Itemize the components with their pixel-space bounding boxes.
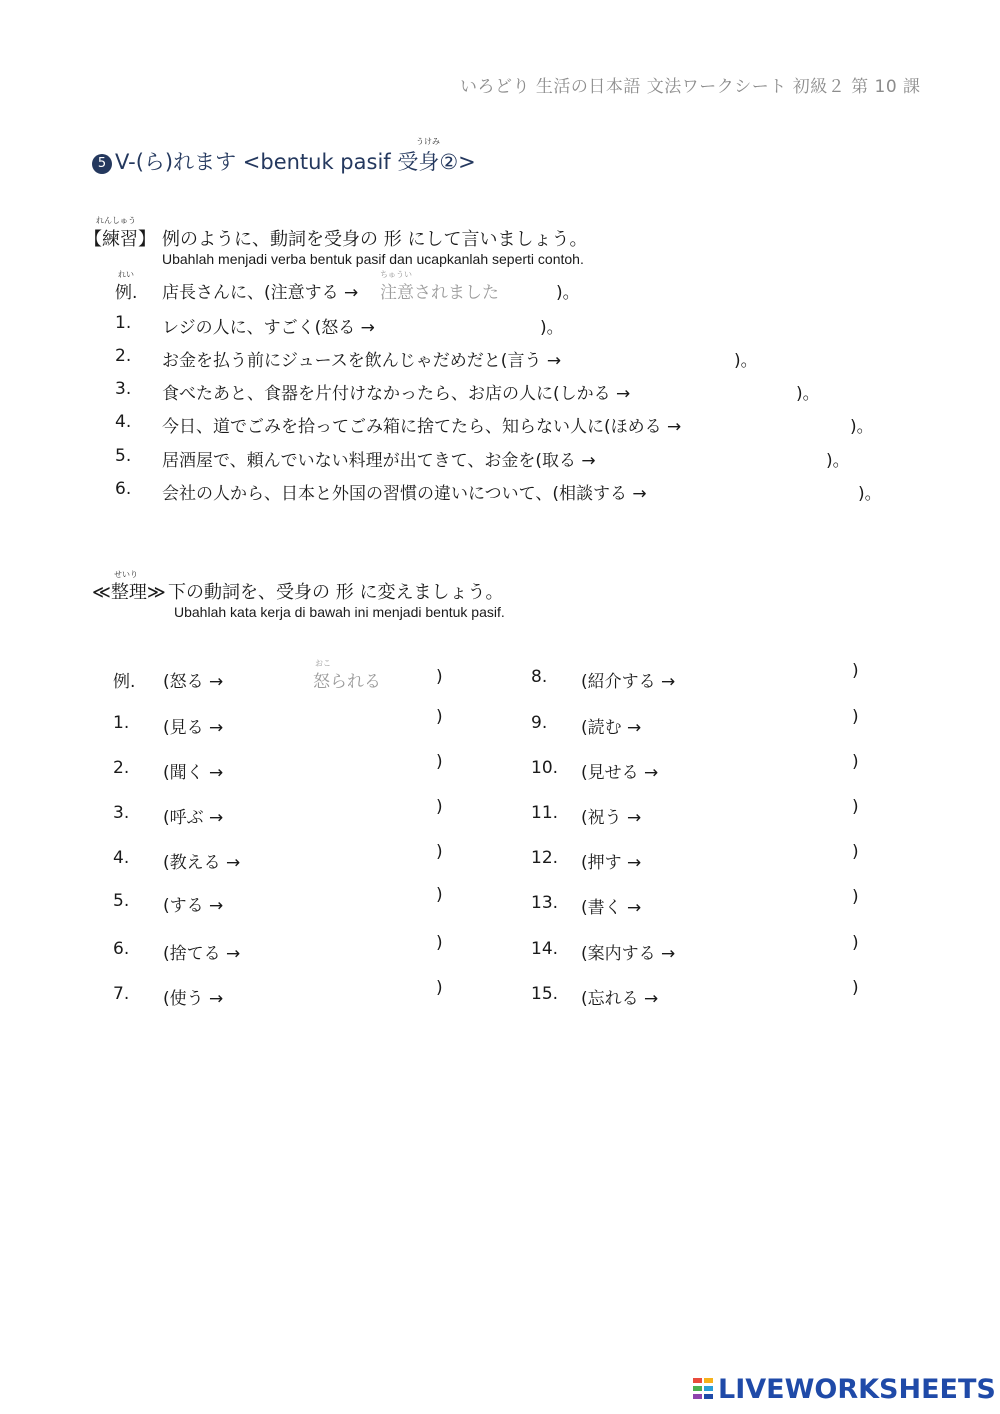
item-close: )	[436, 978, 443, 998]
item-prompt: (祝う →	[581, 808, 642, 828]
item-number: 13.	[531, 893, 559, 913]
item-prompt: (忘れる →	[581, 989, 659, 1009]
item-close: )。	[858, 484, 882, 504]
item-number: 5.	[113, 891, 130, 911]
item-prompt: 食べたあと、食器を片付けなかったら、お店の人に(しかる →	[162, 384, 631, 404]
item-prompt: (教える →	[163, 853, 241, 873]
item-number: 7.	[113, 984, 130, 1004]
item-prompt: (使う →	[163, 989, 224, 1009]
item-close: )	[436, 797, 443, 817]
item-close: )。	[796, 384, 820, 404]
item-close: )	[852, 887, 859, 907]
title-furigana: うけみ	[416, 137, 440, 146]
practice-item-6	[0, 479, 1000, 509]
item-close: )	[852, 797, 859, 817]
verb-answer-input-1[interactable]	[253, 713, 427, 739]
practice-item-3	[0, 379, 1000, 409]
seiri-item-11	[531, 797, 871, 833]
practice-item-5	[0, 446, 1000, 476]
verb-answer-input-13[interactable]	[671, 893, 845, 919]
seiri-instruction: 下の動詞を、受身の 形 に変えましょう。	[168, 582, 504, 603]
answer-input-3[interactable]	[640, 379, 794, 405]
item-close: )	[436, 667, 443, 687]
section-title	[92, 146, 476, 176]
item-close: )	[436, 933, 443, 953]
item-number: 2.	[113, 758, 130, 778]
item-prompt: (する →	[163, 896, 224, 916]
practice-subtitle: Ubahlah menjadi verba bentuk pasif dan ucapkanlah seperti contoh.	[162, 251, 584, 267]
item-close: )。	[734, 351, 758, 371]
item-close: )。	[540, 318, 564, 338]
seiri-label-furigana: せいり	[114, 570, 138, 579]
item-prompt: (読む →	[581, 718, 642, 738]
verb-answer-input-7[interactable]	[253, 984, 427, 1010]
item-prompt: (押す →	[581, 853, 642, 873]
item-number: 15.	[531, 984, 559, 1004]
liveworksheets-logo[interactable]: LIVEWORKSHEETS	[718, 1374, 996, 1405]
example-prompt: 店長さんに、(注意する →	[162, 283, 359, 303]
seiri-item-4	[113, 842, 453, 878]
verb-answer-input-11[interactable]	[671, 803, 845, 829]
verb-answer-input-14[interactable]	[701, 939, 845, 965]
practice-instruction: 例のように、動詞を受身の 形 にして言いましょう。	[162, 229, 588, 250]
item-close: )	[436, 842, 443, 862]
seiri-item-8	[531, 661, 871, 697]
section-title-text: V-(ら)れます <bentuk pasif 受身②>	[115, 150, 476, 174]
answer-input-4[interactable]	[695, 412, 849, 438]
section-number-badge: 5	[92, 154, 112, 174]
example-answer: 注意されました	[380, 283, 499, 303]
item-number: 10.	[531, 758, 559, 778]
example-answer-furigana: ちゅうい	[380, 270, 412, 279]
item-number: 4.	[113, 848, 130, 868]
verb-answer-input-6[interactable]	[263, 939, 427, 965]
item-prompt: (呼ぶ →	[163, 808, 224, 828]
item-prompt: (案内する →	[581, 944, 676, 964]
seiri-item-10	[531, 752, 871, 788]
example-answer-furigana: おこ	[315, 659, 331, 668]
verb-answer-input-10[interactable]	[681, 758, 845, 784]
item-number: 12.	[531, 848, 559, 868]
seiri-item-7	[113, 978, 453, 1014]
answer-input-5[interactable]	[620, 446, 824, 472]
item-prompt: レジの人に、すごく(怒る →	[162, 318, 375, 338]
answer-input-2[interactable]	[580, 346, 734, 372]
verb-answer-input-8[interactable]	[701, 667, 845, 693]
verb-answer-input-15[interactable]	[681, 984, 845, 1010]
seiri-item-15	[531, 978, 871, 1014]
verb-answer-input-9[interactable]	[671, 713, 845, 739]
verb-answer-input-2[interactable]	[253, 758, 427, 784]
item-number: 9.	[531, 713, 548, 733]
item-prompt: (怒る →	[163, 672, 224, 692]
seiri-example-row	[113, 659, 453, 697]
seiri-item-5	[113, 885, 453, 921]
item-prompt: (捨てる →	[163, 944, 241, 964]
practice-example-row	[0, 270, 1000, 308]
item-prompt: (聞く →	[163, 763, 224, 783]
item-close: )	[852, 933, 859, 953]
item-prompt: (見せる →	[581, 763, 659, 783]
item-number: 3.	[113, 803, 130, 823]
seiri-item-12	[531, 842, 871, 878]
verb-answer-input-5[interactable]	[253, 891, 427, 917]
liveworksheets-logo-icon	[693, 1378, 713, 1400]
item-number: 1.	[113, 713, 130, 733]
practice-label: 【練習】	[84, 229, 156, 250]
verb-answer-input-3[interactable]	[253, 803, 427, 829]
practice-item-1	[0, 313, 1000, 343]
item-number: 6.	[115, 479, 132, 499]
practice-label-furigana: れんしゅう	[96, 216, 136, 225]
answer-input-6[interactable]	[670, 479, 854, 505]
seiri-item-14	[531, 933, 871, 969]
item-number: 3.	[115, 379, 132, 399]
item-prompt: 会社の人から、日本と外国の習慣の違いについて、(相談する →	[162, 484, 647, 504]
item-number: 1.	[115, 313, 132, 333]
item-prompt: (見る →	[163, 718, 224, 738]
seiri-item-1	[113, 707, 453, 743]
item-prompt: (紹介する →	[581, 672, 676, 692]
item-close: )	[852, 707, 859, 727]
seiri-item-6	[113, 933, 453, 969]
example-number: 例.	[115, 283, 138, 303]
seiri-item-13	[531, 887, 871, 923]
item-close: )。	[850, 417, 874, 437]
item-prompt: お金を払う前にジュースを飲んじゃだめだと(言う →	[162, 351, 562, 371]
item-number: 2.	[115, 346, 132, 366]
item-close: )	[852, 842, 859, 862]
seiri-subtitle: Ubahlah kata kerja di bawah ini menjadi bentuk pasif.	[174, 604, 505, 620]
practice-item-2	[0, 346, 1000, 376]
seiri-item-2	[113, 752, 453, 788]
example-answer: 怒られる	[313, 672, 381, 692]
item-number: 5.	[115, 446, 132, 466]
seiri-item-9	[531, 707, 871, 743]
item-close: )	[852, 661, 859, 681]
item-prompt: (書く →	[581, 898, 642, 918]
item-close: )	[852, 978, 859, 998]
item-prompt: 居酒屋で、頼んでいない料理が出てきて、お金を(取る →	[162, 451, 596, 471]
item-close: )	[436, 707, 443, 727]
verb-answer-input-4[interactable]	[263, 848, 427, 874]
item-prompt: 今日、道でごみを拾ってごみ箱に捨てたら、知らない人に(ほめる →	[162, 417, 682, 437]
seiri-label: ≪整理≫	[92, 582, 166, 603]
item-number: 8.	[531, 667, 548, 687]
example-close: )。	[556, 283, 580, 303]
item-close: )	[436, 885, 443, 905]
practice-item-4	[0, 412, 1000, 442]
item-close: )	[436, 752, 443, 772]
item-close: )	[852, 752, 859, 772]
item-number: 例.	[113, 672, 136, 692]
worksheet-header: いろどり 生活の日本語 文法ワークシート 初級２ 第 10 課	[460, 77, 921, 97]
item-number: 6.	[113, 939, 130, 959]
item-number: 14.	[531, 939, 559, 959]
example-furigana: れい	[118, 270, 134, 279]
seiri-item-3	[113, 797, 453, 833]
item-number: 4.	[115, 412, 132, 432]
verb-answer-input-12[interactable]	[671, 848, 845, 874]
item-close: )。	[826, 451, 850, 471]
item-number: 11.	[531, 803, 559, 823]
answer-input-1[interactable]	[390, 313, 539, 339]
